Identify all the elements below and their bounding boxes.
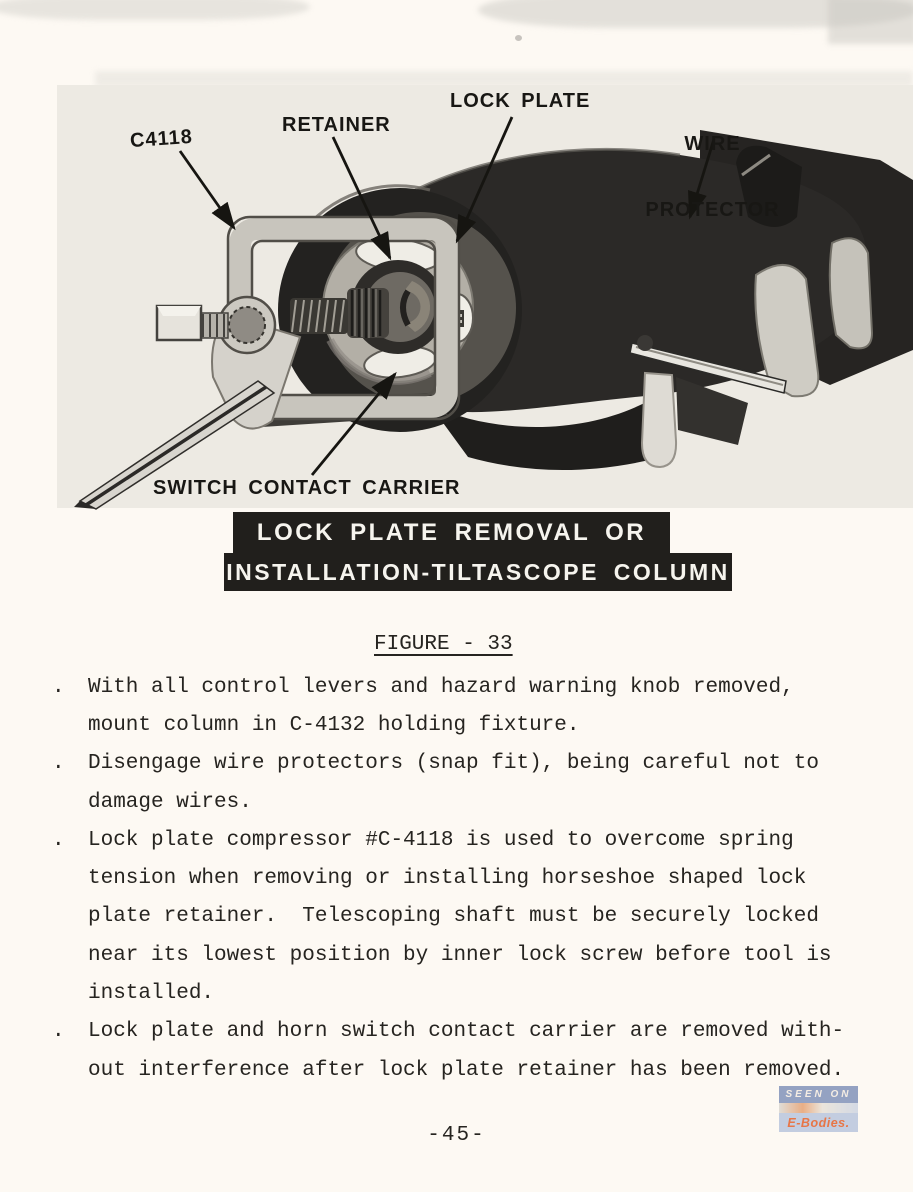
watermark-seen-on: SEEN ON — [779, 1086, 858, 1103]
line-text: tension when removing or installing horseshoe shaped lock — [88, 867, 807, 891]
procedure-line — [52, 1013, 882, 1051]
line-text: Lock plate and horn switch contact carrier are removed with- — [88, 1020, 845, 1044]
line-text: near its lowest position by inner lock screw before tool is — [88, 943, 832, 967]
bullet-marker: . — [52, 828, 65, 852]
photo-label-retainer: RETAINER — [282, 114, 391, 136]
photo-label-lock-plate: LOCK PLATE — [450, 90, 591, 112]
page-number: -45- — [427, 1124, 486, 1147]
banner-text-line1: LOCK PLATE REMOVAL OR — [256, 518, 647, 546]
figure-title-banner-line1 — [233, 512, 670, 553]
line-text: installed. — [88, 982, 215, 1006]
line-text: plate retainer. Telescoping shaft must be securely locked — [88, 905, 819, 929]
watermark-graphic — [779, 1103, 858, 1113]
line-text: Disengage wire protectors (snap fit), being careful not to — [88, 752, 819, 776]
banner-text-line2: INSTALLATION-TILTASCOPE COLUMN — [226, 558, 730, 585]
procedure-line — [52, 1051, 882, 1089]
watermark-e-bodies: E-Bodies. — [779, 1113, 858, 1132]
procedure-line — [52, 898, 882, 936]
photo-label-c4118: C4118 — [129, 125, 194, 153]
procedure-line — [52, 706, 882, 744]
line-text: Lock plate compressor #C-4118 is used to overcome spring — [88, 828, 794, 852]
line-text: With all control levers and hazard warning knob removed, — [88, 675, 794, 699]
photo-label-wire-protector — [640, 89, 785, 265]
photo-label-switch-contact-carrier: SWITCH CONTACT CARRIER — [153, 477, 461, 499]
procedure-line — [52, 745, 882, 783]
procedure-line — [52, 821, 882, 859]
scan-artifact — [828, 0, 913, 44]
photo-label-wire-protector-line1: WIRE — [684, 133, 741, 155]
bullet-marker: . — [52, 752, 65, 776]
photo-label-wire-protector-line2: PROTECTOR — [645, 199, 780, 221]
scan-artifact — [515, 35, 522, 41]
line-text: out interference after lock plate retainer has been removed. — [88, 1058, 845, 1082]
line-text: mount column in C-4132 holding fixture. — [88, 713, 580, 737]
scan-artifact — [0, 0, 310, 20]
procedure-line — [52, 859, 882, 897]
figure-photo — [0, 85, 913, 510]
bullet-marker: . — [52, 675, 65, 699]
procedure-line — [52, 783, 882, 821]
e-bodies-watermark — [779, 1086, 858, 1132]
procedure-text — [52, 668, 882, 1089]
line-text: damage wires. — [88, 790, 252, 814]
procedure-line — [52, 668, 882, 706]
procedure-line — [52, 936, 882, 974]
bullet-marker: . — [52, 1020, 65, 1044]
procedure-line — [52, 974, 882, 1012]
figure-caption: FIGURE - 33 — [374, 633, 513, 656]
figure-title-banner-line2 — [224, 553, 732, 591]
